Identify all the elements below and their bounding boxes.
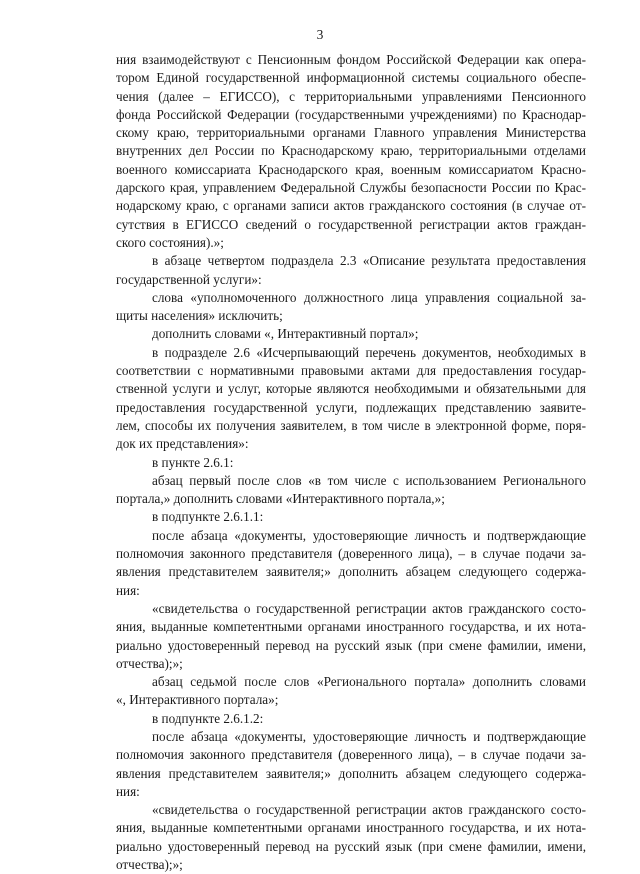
text-line: предоставления государственной услуги, подлежащих представлению заявите-: [116, 399, 586, 415]
paragraph: [116, 344, 586, 454]
text-line: после абзаца «документы, удостоверяющие личность и подтверждающие: [152, 728, 586, 744]
text-line: отчества);»;: [116, 857, 183, 873]
text-line: ния:: [116, 783, 140, 799]
text-line: яния, выданные компетентными органами иностранного государства, и их нота-: [116, 619, 586, 635]
text-line: лем, способы их получения заявителем, в том числе в электронной форме, поря-: [116, 417, 586, 433]
text-line: нодарскому краю, с органами записи актов гражданского состояния (в случае от-: [116, 198, 586, 214]
paragraph: [116, 325, 586, 343]
text-line: абзац седьмой после слов «Регионального портала» дополнить словами: [152, 674, 586, 690]
paragraph: [116, 454, 586, 472]
text-line: полномочия законного представителя (доверенного лица), – в случае подачи за-: [116, 747, 586, 763]
text-line: ского состояния).»;: [116, 234, 224, 250]
text-line: ния:: [116, 582, 140, 598]
text-line: скому краю, территориальными органами Главного управления Министерства: [116, 125, 586, 141]
text-line: ственной услуги и услуг, которые являются необходимыми и обязательными для: [116, 381, 586, 397]
paragraph: [116, 673, 586, 710]
text-line: абзац первый после слов «в том числе с использованием Регионального: [152, 472, 586, 488]
text-line: в абзаце четвертом подраздела 2.3 «Описание результата предоставления: [152, 253, 586, 269]
paragraph: [116, 51, 586, 252]
paragraph: [116, 600, 586, 673]
text-line: внутренних дел России по Краснодарскому краю, территориальными отделами: [116, 143, 586, 159]
paragraph: [116, 728, 586, 801]
text-line: соответствии с нормативными правовыми актами для предоставления государ-: [116, 363, 586, 379]
text-line: док их представления»:: [116, 436, 249, 452]
text-line: чения (далее – ЕГИССО), с территориальными управлениями Пенсионного: [116, 88, 586, 104]
text-line: тором Единой государственной информационной системы социального обеспе-: [116, 70, 586, 86]
text-line: слова «уполномоченного должностного лица управления социальной за-: [152, 289, 586, 305]
text-line: «свидетельства о государственной регистрации актов гражданского состо-: [152, 802, 586, 818]
text-line: в пункте 2.6.1:: [152, 454, 234, 470]
paragraph: [116, 710, 586, 728]
text-line: ния взаимодействуют с Пенсионным фондом Российской Федерации как опера-: [116, 52, 586, 67]
page-number: 3: [316, 27, 324, 42]
text-line: риально удостоверенный перевод на русский язык (при смене фамилии, имени,: [116, 637, 586, 653]
text-line: в подразделе 2.6 «Исчерпывающий перечень документов, необходимых в: [152, 344, 586, 360]
text-line: в подпункте 2.6.1.1:: [152, 509, 264, 525]
document-body: [116, 51, 586, 874]
text-line: портала,» дополнить словами «Интерактивного портала,»;: [116, 491, 445, 507]
text-line: фонда Российской Федерации (государственными учреждениями) по Краснодар-: [116, 106, 586, 122]
paragraph: [116, 472, 586, 509]
text-line: щиты населения» исключить;: [116, 308, 283, 324]
text-line: явления представителем заявителя;» дополнить абзацем следующего содержа-: [116, 765, 586, 781]
text-line: «, Интерактивного портала»;: [116, 692, 279, 708]
text-line: дарского края, управлением Федеральной Службы безопасности России по Крас-: [116, 180, 586, 196]
text-line: явления представителем заявителя;» дополнить абзацем следующего содержа-: [116, 564, 586, 580]
text-line: государственной услуги»:: [116, 271, 262, 287]
text-line: сутствия в ЕГИССО сведений о государственной регистрации актов граждан-: [116, 216, 586, 232]
text-line: яния, выданные компетентными органами иностранного государства, и их нота-: [116, 820, 586, 836]
text-line: в подпункте 2.6.1.2:: [152, 710, 264, 726]
text-line: риально удостоверенный перевод на русский язык (при смене фамилии, имени,: [116, 838, 586, 854]
paragraph: [116, 289, 586, 326]
paragraph: [116, 252, 586, 289]
text-line: «свидетельства о государственной регистрации актов гражданского состо-: [152, 600, 586, 616]
text-line: военного комиссариата Краснодарского края, военным комиссариатом Красно-: [116, 161, 586, 177]
text-line: после абзаца «документы, удостоверяющие личность и подтверждающие: [152, 527, 586, 543]
text-line: отчества);»;: [116, 655, 183, 671]
paragraph: [116, 801, 586, 874]
paragraph: [116, 508, 586, 526]
text-line: дополнить словами «, Интерактивный портал»;: [152, 326, 419, 342]
paragraph: [116, 527, 586, 600]
text-line: полномочия законного представителя (доверенного лица), – в случае подачи за-: [116, 546, 586, 562]
